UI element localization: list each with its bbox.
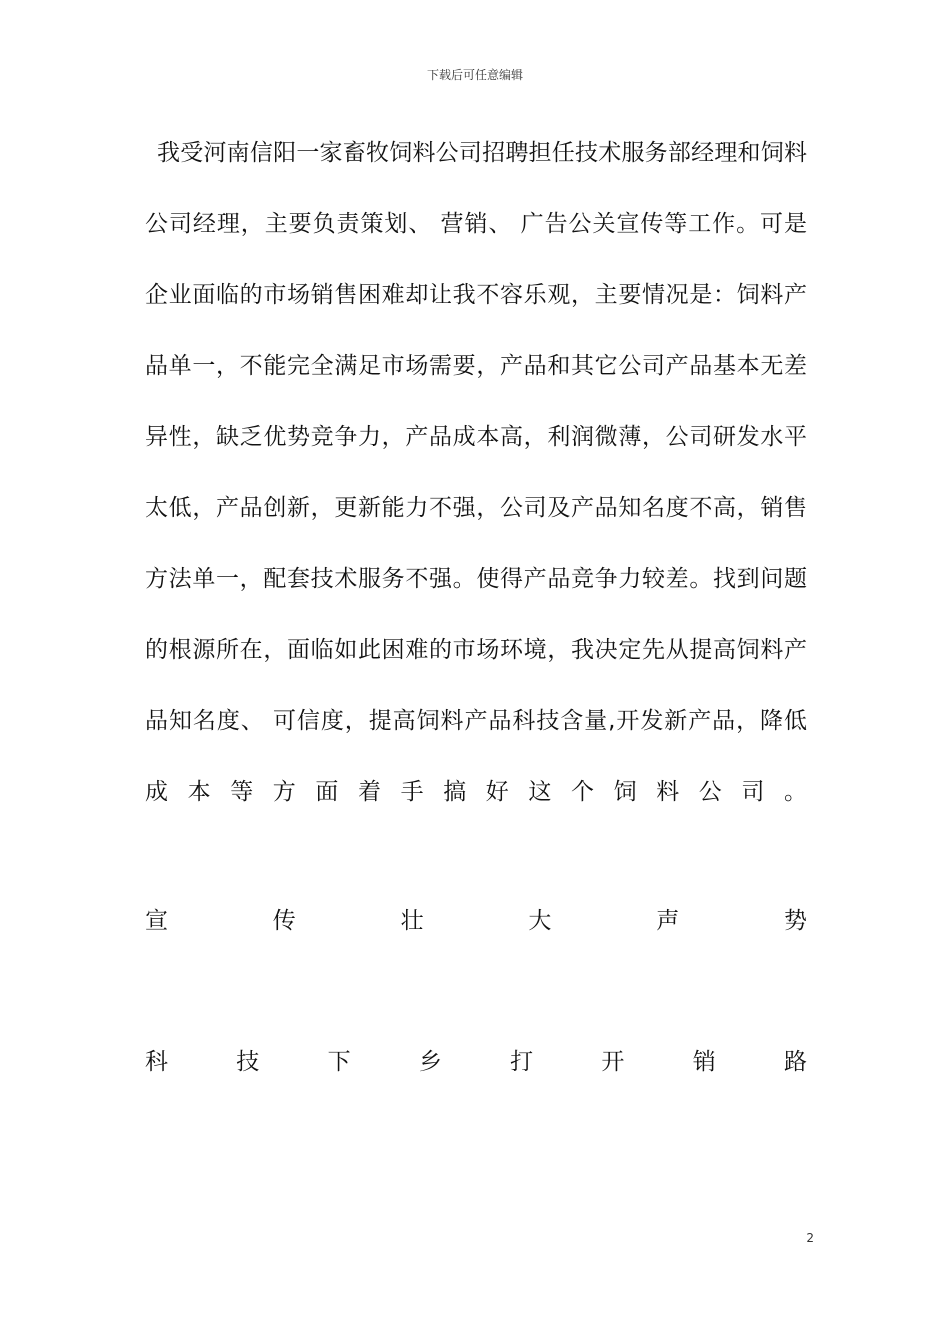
paragraph-line: 的根源所在，面临如此困难的市场环境，我决定先从提高饲料产 (145, 637, 807, 663)
heading-char: 打 (510, 1049, 534, 1075)
heading-char: 势 (783, 908, 807, 934)
heading-char: 壮 (400, 908, 424, 934)
page-number: 2 (806, 1231, 814, 1245)
heading-char: 开 (601, 1049, 625, 1075)
paragraph-line: 我受河南信阳一家畜牧饲料公司招聘担任技术服务部经理和饲料 (157, 140, 807, 166)
heading-char: 大 (528, 908, 552, 934)
heading-char: 传 (272, 908, 296, 934)
paragraph-line: 方法单一，配套技术服务不强。使得产品竞争力较差。找到问题 (145, 566, 807, 592)
paragraph-line: 企业面临的市场销售困难却让我不容乐观，主要情况是：饲料产 (145, 282, 807, 308)
section-heading-publicity (145, 906, 807, 936)
paragraph-line: 太低，产品创新，更新能力不强，公司及产品知名度不高，销售 (145, 495, 807, 521)
heading-char: 乡 (418, 1049, 442, 1075)
heading-char: 声 (656, 908, 680, 934)
paragraph-line: 异性，缺乏优势竞争力，产品成本高，利润微薄，公司研发水平 (145, 424, 807, 450)
page-header: 下载后可任意编辑 (426, 68, 523, 82)
paragraph-line: 公司经理，主要负责策划、 营销、 广告公关宣传等工作。可是 (145, 211, 807, 237)
paragraph-line: 成本等方面着手搞好这个饲料公司。 (145, 779, 807, 805)
heading-char: 科 (145, 1049, 168, 1075)
section-heading-tech-to-countryside (145, 1047, 807, 1077)
heading-char: 销 (692, 1049, 716, 1075)
body-paragraph (145, 133, 807, 843)
heading-char: 技 (236, 1049, 260, 1075)
paragraph-line: 品知名度、 可信度，提高饲料产品科技含量,开发新产品，降低 (145, 708, 807, 734)
heading-char: 下 (327, 1049, 351, 1075)
heading-char: 宣 (145, 908, 168, 934)
heading-char: 路 (783, 1049, 807, 1075)
paragraph-line: 品单一，不能完全满足市场需要，产品和其它公司产品基本无差 (145, 353, 807, 379)
